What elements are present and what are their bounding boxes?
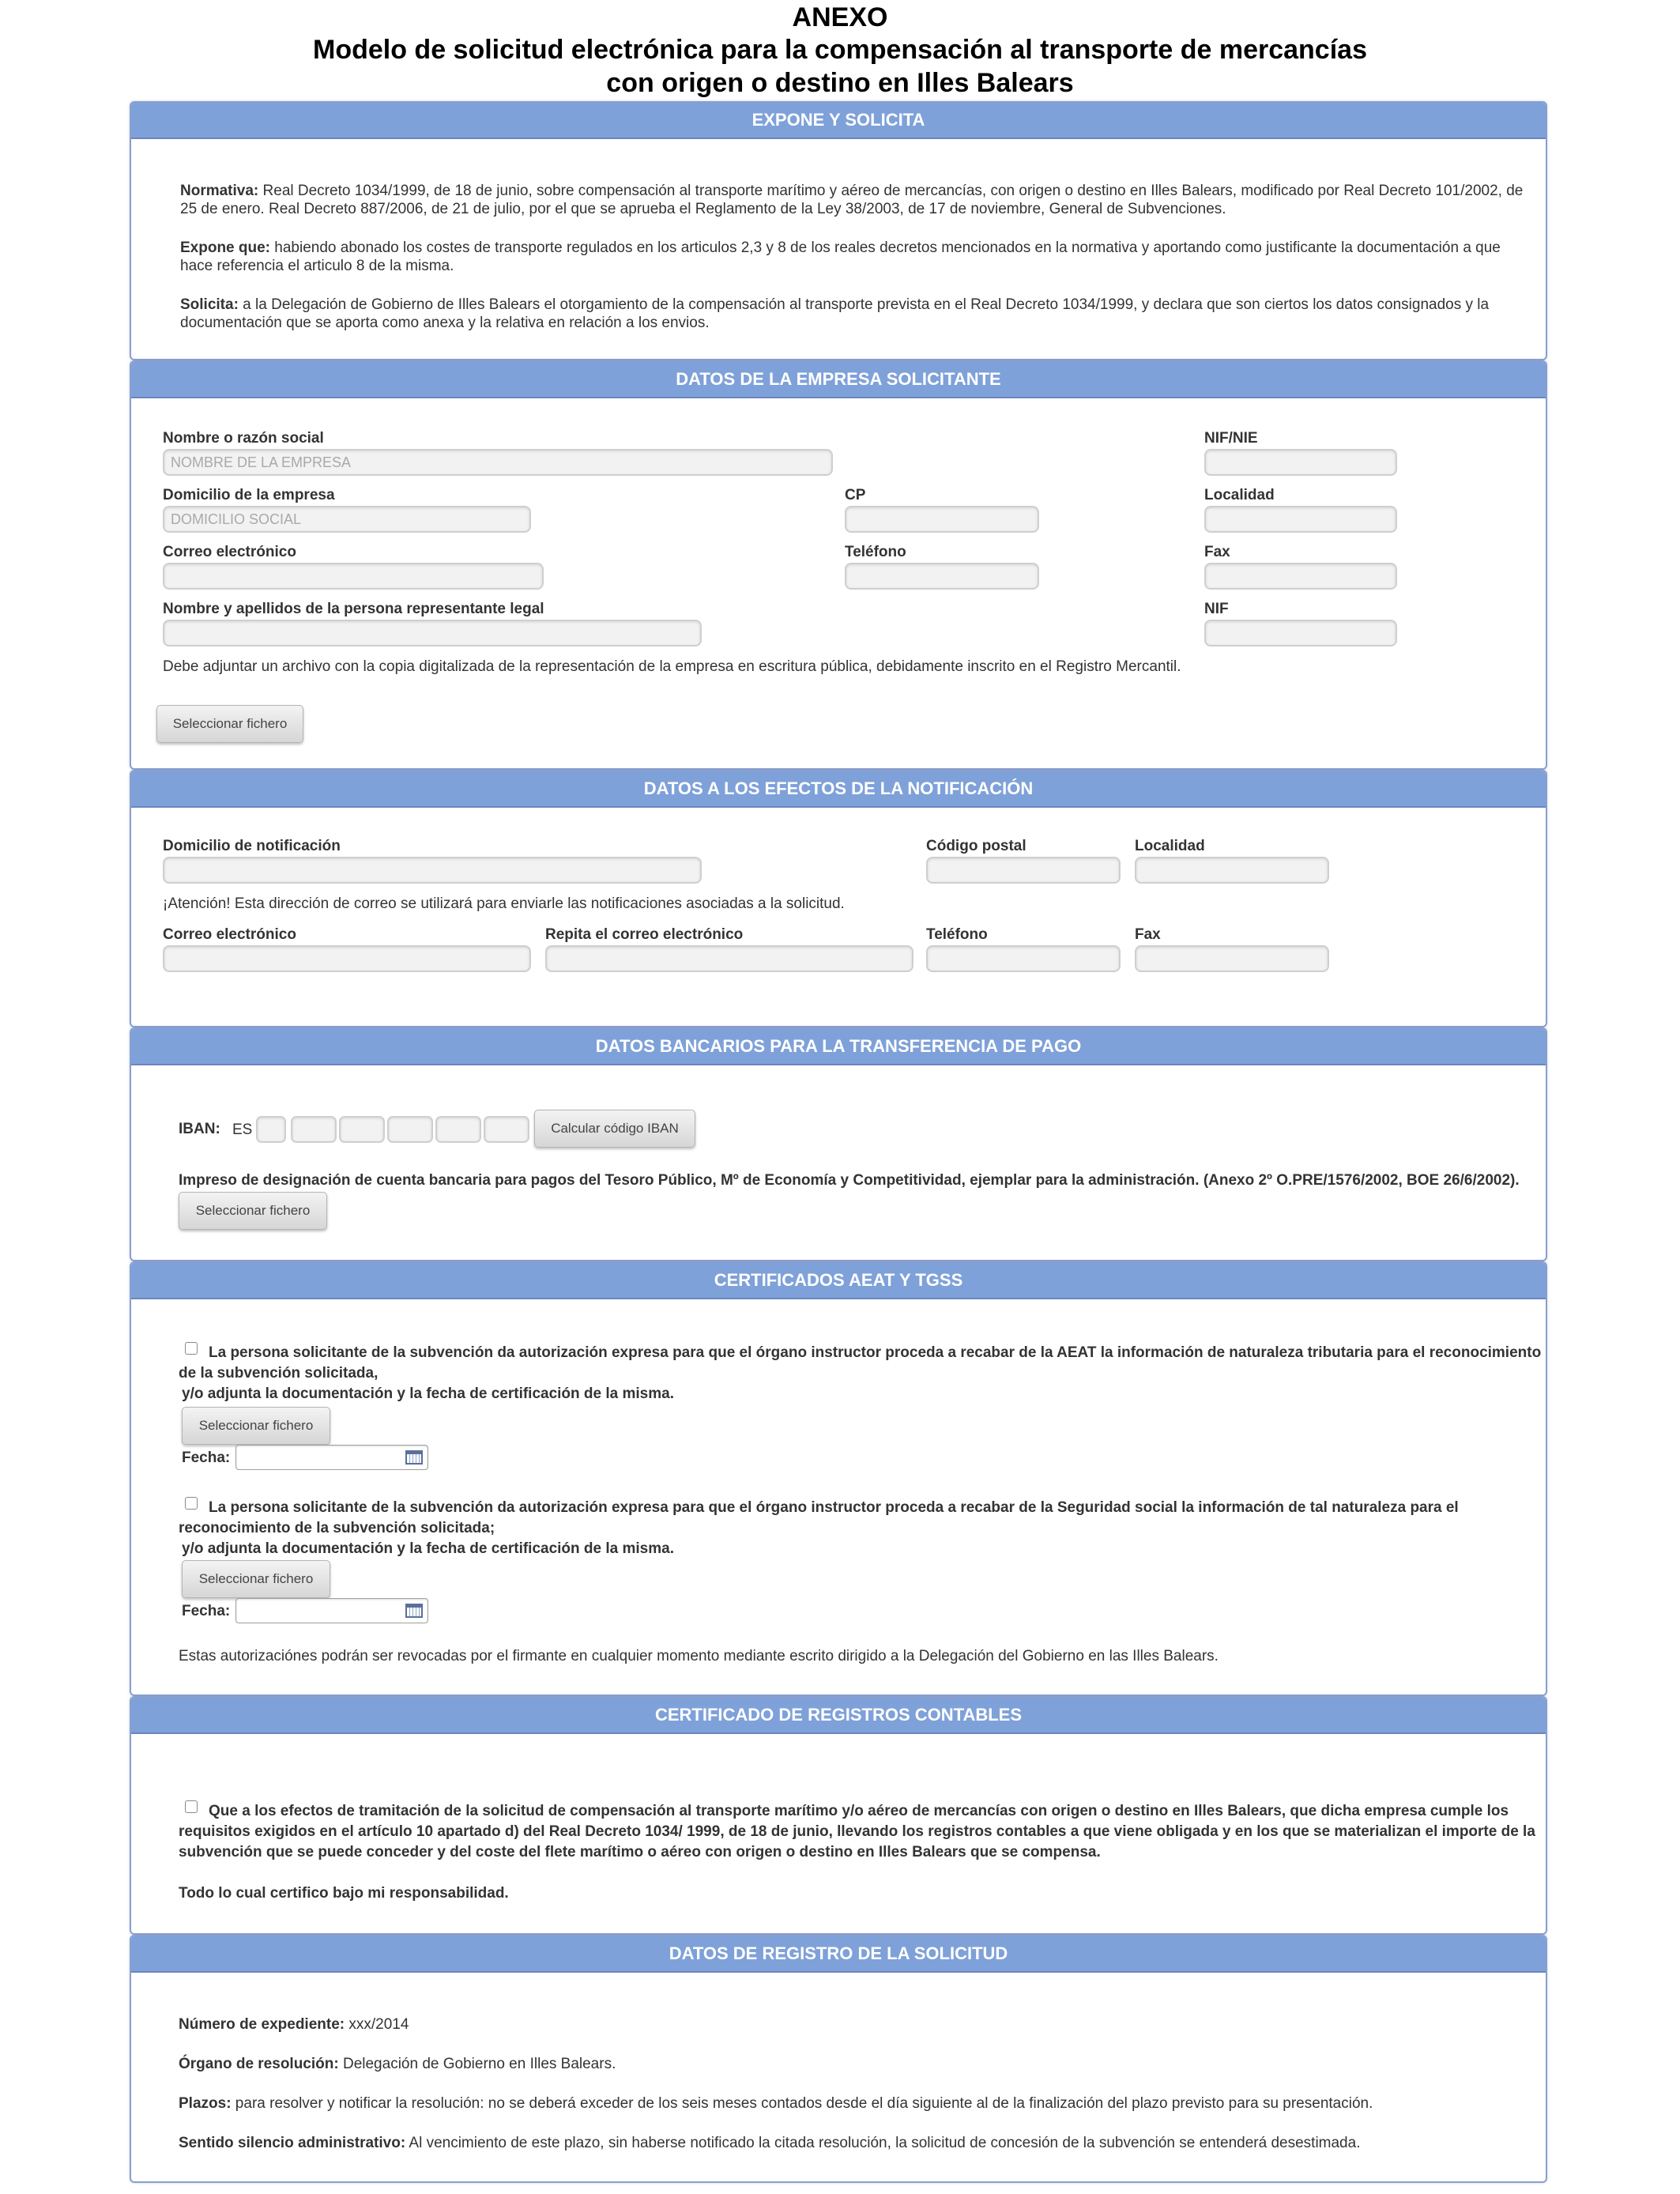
iban-country-prefix: ES (232, 1122, 253, 1138)
section-bancarios (130, 1027, 1547, 1261)
section-notificacion (130, 770, 1547, 1027)
section-certificados (130, 1261, 1547, 1696)
atencion-note: ¡Atención! Esta dirección de correo se utilizará para enviarle las notificaciones asociadas a la solicitud. (163, 895, 845, 912)
organo-label: Órgano de resolución: (179, 2056, 339, 2072)
nif-label: NIF (1204, 601, 1229, 617)
email-notif-label: Correo electrónico (163, 926, 296, 943)
annex-title: ANEXO (792, 2, 888, 32)
localidad-label: Localidad (1204, 487, 1275, 503)
silencio-value: Al vencimiento de este plazo, sin haberse notificado la citada resolución, la solicitud de concesión de la subvención se entenderá desestimada. (405, 2135, 1361, 2151)
document-header (0, 0, 1680, 100)
representante-label: Nombre y apellidos de la persona representante legal (163, 601, 544, 617)
iban-block-1-input[interactable] (291, 1116, 337, 1143)
tgss-line1: La persona solicitante de la subvención da autorización expresa para que el órgano instructor proceda a recabar de la Seguridad social la información de tal naturaleza para el (209, 1499, 1459, 1516)
aeat-line3: y/o adjunta la documentación y la fecha de certificación de la misma. (182, 1385, 674, 1402)
nombre-label: Nombre o razón social (163, 430, 324, 447)
nif-nie-label: NIF/NIE (1204, 430, 1258, 447)
silencio-label: Sentido silencio administrativo: (179, 2135, 406, 2151)
notification-locality-input[interactable] (1135, 857, 1329, 884)
aeat-authorization-checkbox[interactable] (185, 1342, 198, 1355)
plazos-label: Plazos: (179, 2095, 232, 2112)
fax-input[interactable] (1204, 563, 1397, 590)
iban-block-4-input[interactable] (435, 1116, 481, 1143)
calculate-iban-button[interactable]: Calcular código IBAN (534, 1110, 695, 1148)
plazos-line (179, 2094, 1538, 2113)
section-expone-solicita (130, 101, 1547, 360)
localidad-notif-label: Localidad (1135, 838, 1205, 854)
form-title-line1: Modelo de solicitud electrónica para la compensación al transporte de mercancías (313, 35, 1367, 65)
representative-nif-input[interactable] (1204, 620, 1397, 647)
section-header: DATOS A LOS EFECTOS DE LA NOTIFICACIÓN (131, 771, 1546, 808)
fax-label: Fax (1204, 544, 1230, 560)
aeat-fecha-label: Fecha: (182, 1449, 231, 1466)
revocar-note: Estas autorizaciónes podrán ser revocadas por el firmante en cualquier momento mediante escrito dirigido a la Delegación del Gobierno en las Illes Balears. (179, 1648, 1219, 1664)
iban-block-2-input[interactable] (339, 1116, 385, 1143)
calendar-icon[interactable] (405, 1450, 423, 1465)
telefono-notif-label: Teléfono (926, 926, 988, 943)
aeat-line1: La persona solicitante de la subvención da autorización expresa para que el órgano instructor proceda a recabar de la AEAT la información de naturaleza tributaria para el reconocimiento (209, 1344, 1542, 1361)
domicilio-notif-label: Domicilio de notificación (163, 838, 341, 854)
email-input[interactable] (163, 563, 544, 590)
iban-control-digits-input[interactable] (256, 1116, 286, 1143)
repeat-email-label: Repita el correo electrónico (545, 926, 744, 943)
contables-line2: requisitos exigidos en el artículo 10 apartado d) del Real Decreto 1034/ 1999, de 18 de junio, llevando los registros contables a que viene obligada y en los que se materializan el importe de la (179, 1823, 1535, 1840)
iban-label: IBAN: (179, 1121, 220, 1137)
contables-line3: subvención que se puede conceder y del coste del flete marítimo o aéreo con origen o destino en Illes Balears que se compensa. (179, 1844, 1101, 1860)
iban-block-5-input[interactable] (484, 1116, 529, 1143)
tgss-date-input[interactable] (235, 1598, 428, 1623)
tgss-line2: reconocimiento de la subvención solicitada; (179, 1520, 495, 1536)
notification-phone-input[interactable] (926, 945, 1121, 972)
cp-input[interactable] (845, 506, 1039, 533)
tgss-select-file-button[interactable]: Seleccionar fichero (182, 1560, 330, 1598)
address-input[interactable]: DOMICILIO SOCIAL (163, 506, 531, 533)
section-header: DATOS DE REGISTRO DE LA SOLICITUD (131, 1936, 1546, 1973)
section-header: EXPONE Y SOLICITA (131, 103, 1546, 139)
email-label: Correo electrónico (163, 544, 296, 560)
normativa-text: Real Decreto 1034/1999, de 18 de junio, sobre compensación al transporte marítimo y aéreo de mercancías, con origen o destino en Illes Balears, modificado por Real Decreto 101/2002, de 25 de enero. Real Decreto 887/2006, de 21 de julio, por el que se aprueba el Reglamento de la Ley 38/2003, de 17 de noviembre, General de Subvenciones. (180, 183, 1524, 217)
todo-certifico: Todo lo cual certifico bajo mi responsabilidad. (179, 1885, 509, 1902)
organo-line (179, 2055, 616, 2073)
expone-label: Expone que: (180, 239, 271, 256)
select-file-button[interactable]: Seleccionar fichero (156, 705, 303, 743)
fax-notif-label: Fax (1135, 926, 1161, 943)
section-header: DATOS BANCARIOS PARA LA TRANSFERENCIA DE PAGO (131, 1029, 1546, 1065)
expediente-line (179, 2015, 409, 2034)
nif-nie-input[interactable] (1204, 449, 1397, 476)
aeat-line2: de la subvención solicitada, (179, 1365, 379, 1382)
expediente-label: Número de expediente: (179, 2016, 345, 2033)
solicita-text: a la Delegación de Gobierno de Illes Balears el otorgamiento de la compensación al transporte prevista en el Real Decreto 1034/1999, y declara que son ciertos los datos consignados y la documentación que se aporta como anexa y la relativa en relación a los envios. (180, 296, 1490, 331)
impreso-note: Impreso de designación de cuenta bancaria para pagos del Tesoro Público, Mº de Economía y Competitividad, ejemplar para la administración. (Anexo 2º O.PRE/1576/2002, BOE 26/6/2002). (179, 1172, 1520, 1189)
repeat-email-input[interactable] (545, 945, 913, 972)
section-header: CERTIFICADO DE REGISTROS CONTABLES (131, 1698, 1546, 1734)
expone-paragraph (180, 239, 1524, 275)
localidad-input[interactable] (1204, 506, 1397, 533)
adjuntar-note: Debe adjuntar un archivo con la copia digitalizada de la representación de la empresa en escritura pública, debidamente inscrito en el Registro Mercantil. (163, 658, 1181, 675)
tgss-line3: y/o adjunta la documentación y la fecha de certificación de la misma. (182, 1540, 674, 1557)
codigo-postal-label: Código postal (926, 838, 1026, 854)
iban-block-3-input[interactable] (387, 1116, 433, 1143)
tgss-authorization-checkbox[interactable] (185, 1497, 198, 1510)
plazos-value: para resolver y notificar la resolución: no se deberá exceder de los seis meses contados desde el día siguiente al de la finalización del plazo previsto para su presentación. (231, 2095, 1373, 2112)
contables-checkbox[interactable] (185, 1800, 198, 1813)
normativa-label: Normativa: (180, 183, 259, 199)
notification-address-input[interactable] (163, 857, 702, 884)
notification-fax-input[interactable] (1135, 945, 1329, 972)
section-empresa (130, 360, 1547, 770)
aeat-date-input[interactable] (235, 1445, 428, 1470)
notification-email-input[interactable] (163, 945, 531, 972)
cp-label: CP (845, 487, 866, 503)
organo-value: Delegación de Gobierno en Illes Balears. (338, 2056, 616, 2072)
bank-select-file-button[interactable]: Seleccionar fichero (179, 1192, 327, 1230)
normativa-paragraph (180, 182, 1524, 218)
silencio-line (179, 2134, 1538, 2152)
representative-input[interactable] (163, 620, 702, 647)
solicita-label: Solicita: (180, 296, 239, 313)
domicilio-label: Domicilio de la empresa (163, 487, 335, 503)
aeat-select-file-button[interactable]: Seleccionar fichero (182, 1407, 330, 1445)
section-header: DATOS DE LA EMPRESA SOLICITANTE (131, 362, 1546, 398)
calendar-icon[interactable] (405, 1604, 423, 1618)
telefono-label: Teléfono (845, 544, 906, 560)
expone-text: habiendo abonado los costes de transporte regulados en los articulos 2,3 y 8 de los reales decretos mencionados en la normativa y aportando como justificante la documentación a que hace referencia el articulo 8 de la misma. (180, 239, 1501, 274)
phone-input[interactable] (845, 563, 1039, 590)
solicita-paragraph (180, 296, 1524, 332)
section-header: CERTIFICADOS AEAT Y TGSS (131, 1263, 1546, 1299)
tgss-fecha-label: Fecha: (182, 1603, 231, 1619)
company-name-input[interactable]: NOMBRE DE LA EMPRESA (163, 449, 833, 476)
contables-line1: Que a los efectos de tramitación de la solicitud de compensación al transporte marítimo y/o aéreo de mercancías con origen o destino en Illes Balears, que dicha empresa cumple los (209, 1803, 1509, 1819)
postal-code-input[interactable] (926, 857, 1121, 884)
expediente-value: xxx/2014 (345, 2016, 409, 2033)
form-title-line2: con origen o destino en Illes Balears (606, 68, 1074, 98)
